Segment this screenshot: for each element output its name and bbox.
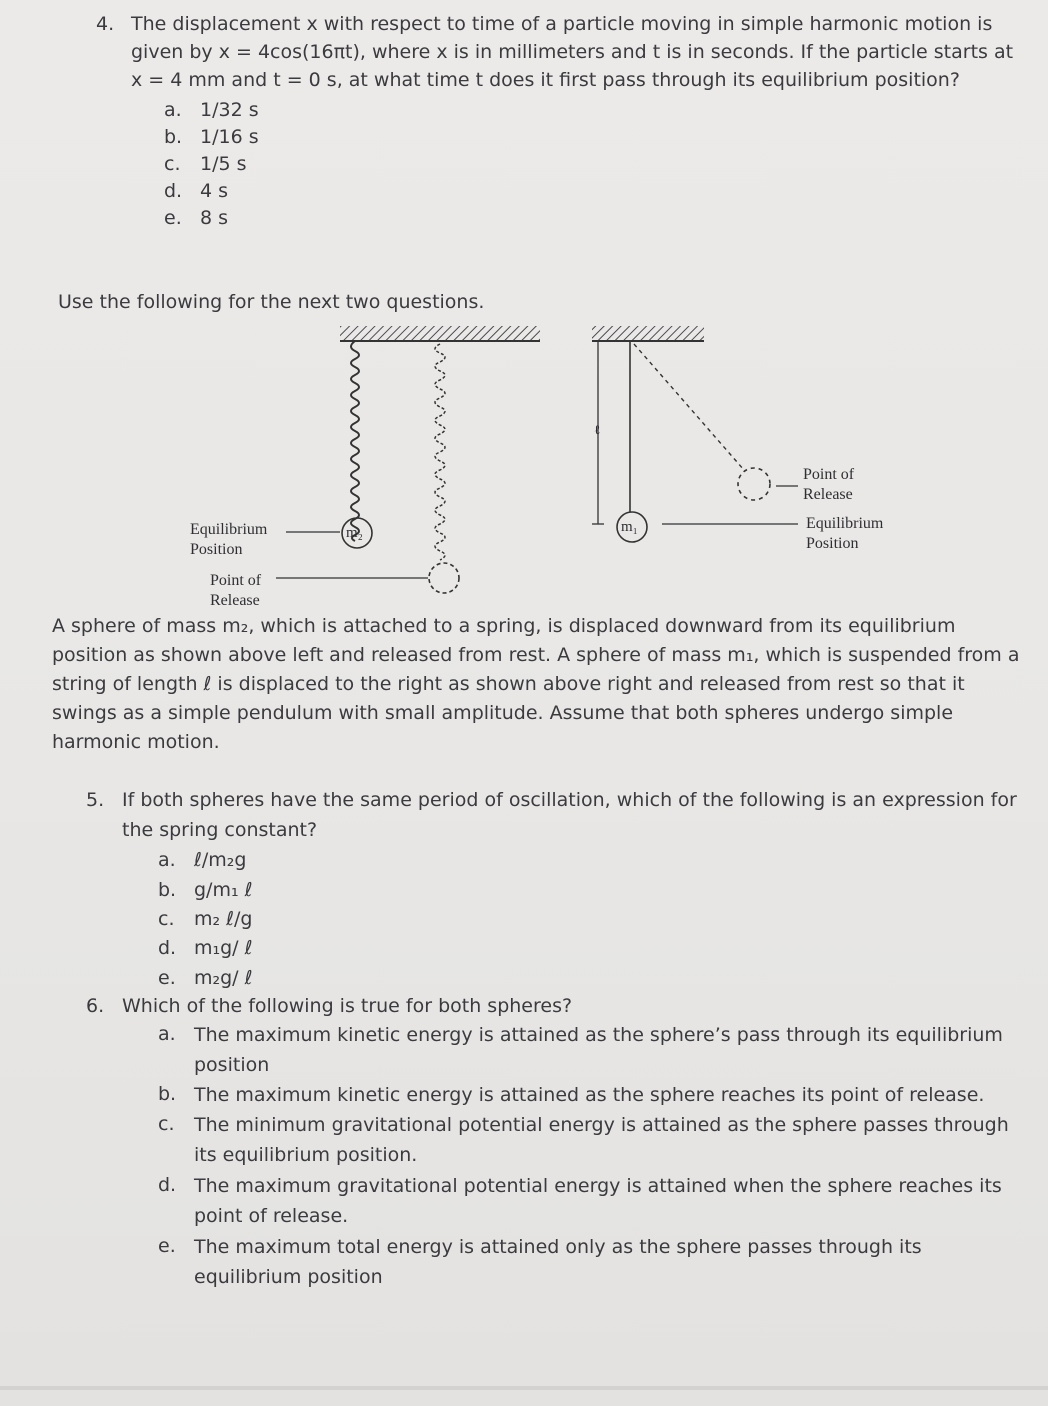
release-marker-left xyxy=(429,563,459,593)
pendulum-string-released xyxy=(634,344,744,470)
right-release-label: Point of Release xyxy=(803,466,855,503)
answer-option: e. 8 s xyxy=(164,207,229,229)
question-number: 4. xyxy=(96,13,115,35)
ceiling xyxy=(592,326,704,340)
passage-line: A sphere of mass m₂, which is attached to a spring, is displaced downward from its equilibrium xyxy=(52,615,956,637)
release-marker-right xyxy=(738,468,770,500)
answer-option: a. 1/32 s xyxy=(164,99,259,121)
mass-label-m1: m₁ xyxy=(621,519,638,535)
question-text-line: the spring constant? xyxy=(122,819,318,841)
question-text-line: The displacement x with respect to time of a particle moving in simple harmonic motion is xyxy=(131,13,993,35)
section-intro: Use the following for the next two questions. xyxy=(58,291,485,313)
ceiling xyxy=(340,326,540,340)
answer-option: b. g/m₁ ℓ xyxy=(158,879,253,901)
answer-option: d. m₁g/ ℓ xyxy=(158,937,253,959)
worksheet-page: 4. The displacement x with respect to time of a particle moving in simple harmonic motion is given by x = 4cos(16πt), where x is in millimeters and t is in seconds. If the particle starts at x = 4 mm and t = 0 s, at what time t does it first pass through its equilibrium position? a. 1/32 s b. 1/16 s c. 1/5 s d. 4 s e. 8 s Use the following for the next two questions. m₂ m₁ ℓ Equilibrium Position Point of Release Point of Release Equilibrium Position A sphere of mass m₂, which is attached to a spring, is displaced downward from its equilibrium position as shown above left and released from rest. A sphere of mass m₁, which is suspended from a string of length ℓ is displaced to the right as shown above right and released from rest so that it swings as a simple pendulum with small amplitude. Assume that both spheres undergo simple harmonic motion. 5. If both spheres have the same period of oscillation, which of the following is an expression for the spring constant? a. ℓ/m₂g b. g/m₁ ℓ c. m₂ ℓ/g d. m₁g/ ℓ e. m₂g/ ℓ 6. Which of the following is true for both spheres? a. The maximum kinetic energy is attained as the sphere’s pass through its equilibrium position b. The maximum kinetic energy is attained as the sphere reaches its point of release. c. The minimum gravitational potential energy is attained as the sphere passes through its equilibrium position. d. The maximum gravitational potential energy is attained when the sphere reaches its point of release. e. The maximum total energy is attained only as the sphere passes through its equilibrium position xyxy=(0,0,1048,1406)
answer-option: d. 4 s xyxy=(164,180,229,202)
right-equilibrium-label: Equilibrium Position xyxy=(806,515,884,552)
question-text-line: If both spheres have the same period of oscillation, which of the following is an expression for xyxy=(122,789,1017,811)
question-text-line: Which of the following is true for both spheres? xyxy=(122,995,573,1017)
left-equilibrium-label: Equilibrium Position xyxy=(190,521,268,558)
page-bottom-edge xyxy=(0,1386,1048,1390)
passage xyxy=(52,612,1042,757)
answer-option: b. 1/16 s xyxy=(164,126,259,148)
spring-pendulum-diagram xyxy=(0,310,1048,610)
passage-line: swings as a simple pendulum with small amplitude. Assume that both spheres undergo simple xyxy=(52,702,954,724)
passage-line: harmonic motion. xyxy=(52,731,220,753)
spring-equilibrium xyxy=(351,341,359,541)
answer-option: a. ℓ/m₂g xyxy=(158,849,247,871)
passage-line: string of length ℓ is displaced to the right as shown above right and released from rest so that it xyxy=(52,673,965,695)
answer-option: c. 1/5 s xyxy=(164,153,247,175)
question-number: 5. xyxy=(86,789,105,811)
left-release-label: Point of Release xyxy=(210,572,262,609)
question-text-line: x = 4 mm and t = 0 s, at what time t does it first pass through its equilibrium position? xyxy=(131,69,960,91)
answer-option: e. m₂g/ ℓ xyxy=(158,967,253,989)
answer-option: c. m₂ ℓ/g xyxy=(158,908,253,930)
length-label: ℓ xyxy=(594,422,601,437)
question-text-line: given by x = 4cos(16πt), where x is in millimeters and t is in seconds. If the particle starts at xyxy=(131,41,1014,63)
question-number: 6. xyxy=(86,995,105,1017)
spring-stretched xyxy=(435,344,445,560)
passage-line: position as shown above left and released from rest. A sphere of mass m₁, which is suspended from a xyxy=(52,644,1020,666)
mass-label-m2: m₂ xyxy=(346,525,363,541)
